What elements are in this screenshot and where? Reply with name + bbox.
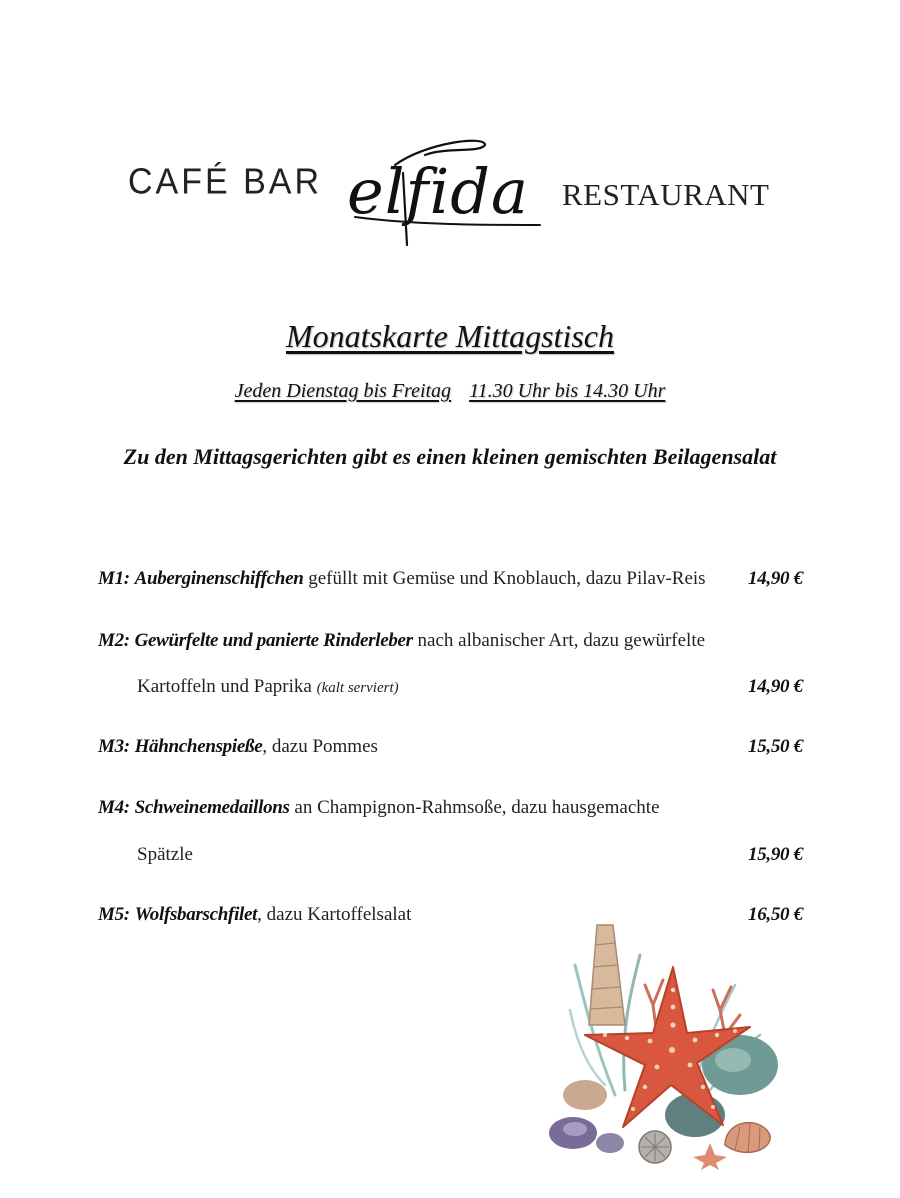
page-title: Monatskarte Mittagstisch xyxy=(286,318,614,354)
menu-note: (kalt serviert) xyxy=(316,680,399,696)
menu-dish: Hähnchenspieße xyxy=(134,736,263,757)
logo-restaurant: RESTAURANT xyxy=(562,177,770,212)
hours-days: Jeden Dienstag bis Freitag xyxy=(234,380,452,402)
menu-dish: Auberginenschiffchen xyxy=(134,568,304,589)
menu-price-m5: 16,50 € xyxy=(748,904,803,925)
menu-item-m4 xyxy=(98,797,660,819)
menu-item-m5 xyxy=(98,904,411,926)
menu-code: M1: xyxy=(98,568,130,589)
menu-code: M4: xyxy=(98,797,130,818)
scallop-shell-icon xyxy=(725,1123,770,1153)
side-salad-note: Zu den Mittagsgerichten gibt es einen kleinen gemischten Beilagensalat xyxy=(123,444,777,469)
restaurant-logo xyxy=(0,125,900,260)
menu-item-m2 xyxy=(98,630,705,652)
menu-code: M5: xyxy=(98,904,130,925)
menu-code: M3: xyxy=(98,736,130,757)
menu-description: , dazu Pommes xyxy=(262,736,378,757)
menu-description-continued: Kartoffeln und Paprika xyxy=(137,676,312,697)
logo-cafe-bar: CAFÉ BAR xyxy=(128,162,323,202)
logo-script-wordmark xyxy=(335,125,550,260)
menu-dish: Wolfsbarschfilet xyxy=(134,904,258,925)
menu-item-m2-continued xyxy=(137,676,399,698)
logo-elfida-text: elfida xyxy=(347,155,529,228)
menu-price-m3: 15,50 € xyxy=(748,736,803,757)
menu-description: an Champignon-Rahmsoße, dazu hausgemachte xyxy=(294,797,660,818)
hours-time: 11.30 Uhr bis 14.30 Uhr xyxy=(469,380,666,402)
sand-shell-icon xyxy=(563,1080,607,1110)
menu-dish: Schweinemedaillons xyxy=(134,797,290,818)
menu-item-m3 xyxy=(98,736,378,758)
menu-description: gefüllt mit Gemüse und Knoblauch, dazu Pilav-Reis xyxy=(308,568,706,589)
menu-dish: Gewürfelte und panierte Rinderleber xyxy=(134,630,413,651)
spiral-shell-icon xyxy=(589,925,625,1025)
menu-item-m1 xyxy=(98,568,706,590)
menu-code: M2: xyxy=(98,630,130,651)
menu-price-m4: 15,90 € xyxy=(748,844,803,865)
small-starfish-icon xyxy=(693,1143,727,1170)
opening-hours xyxy=(0,380,900,403)
menu-item-m4-continued xyxy=(137,844,193,866)
menu-price-m2: 14,90 € xyxy=(748,676,803,697)
starfish-seashells-coral-icon xyxy=(545,915,785,1170)
menu-description: , dazu Kartoffelsalat xyxy=(257,904,412,925)
menu-description: nach albanischer Art, dazu gewürfelte xyxy=(417,630,706,651)
menu-description-continued: Spätzle xyxy=(137,844,193,865)
small-shell-icon xyxy=(596,1133,624,1153)
menu-price-m1: 14,90 € xyxy=(748,568,803,589)
